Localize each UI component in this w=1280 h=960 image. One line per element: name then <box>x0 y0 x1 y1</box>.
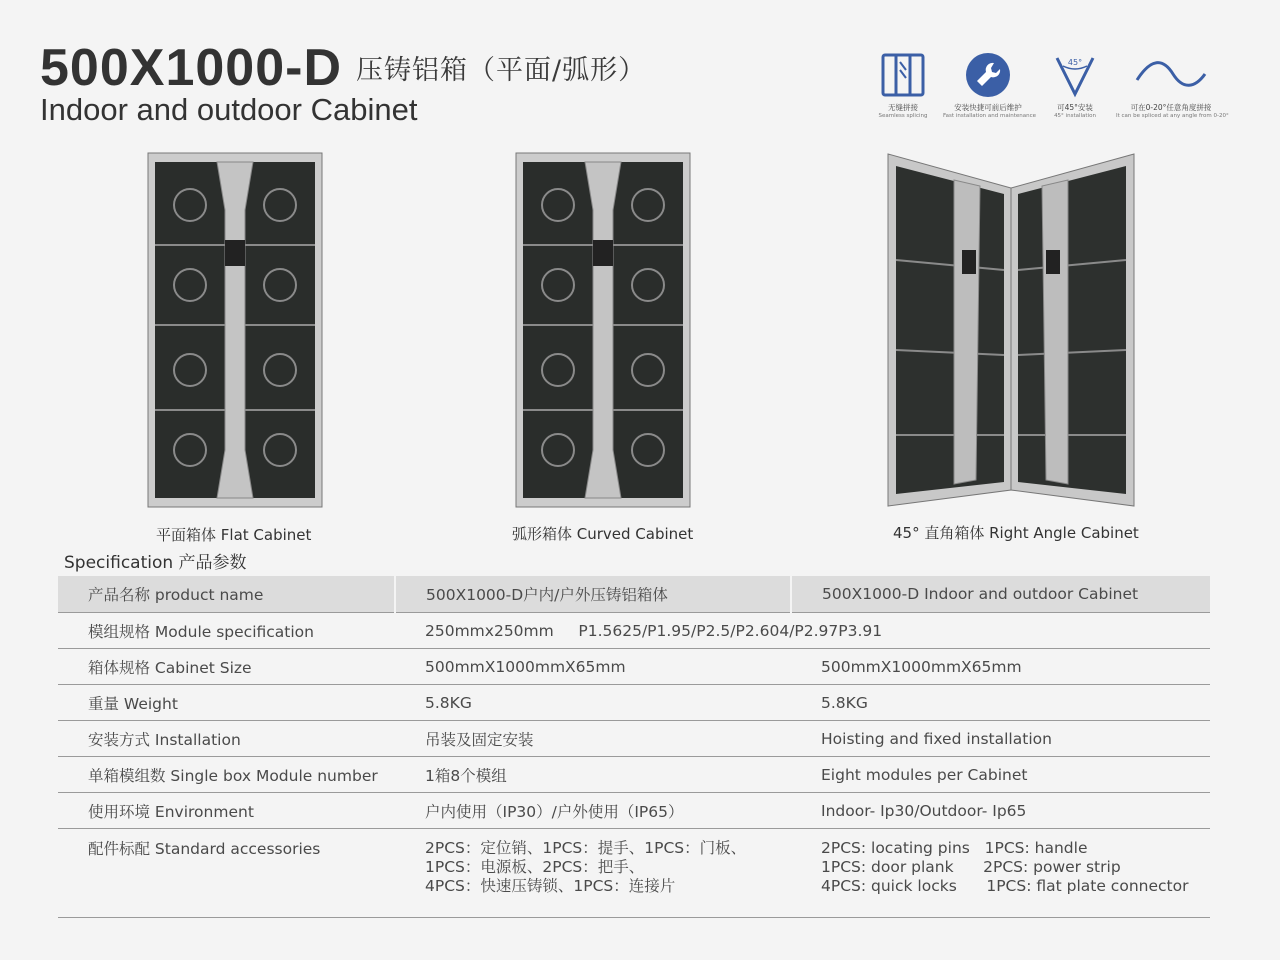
accessory-line-en: 1PCS: door plank 2PCS: power strip <box>821 858 1121 876</box>
spec-value-en: 5.8KG <box>791 685 1210 721</box>
spec-value-cn: 500mmX1000mmX65mm <box>395 649 791 685</box>
feature-icons <box>868 52 1229 132</box>
spec-value-en: 500mmX1000mmX65mm <box>791 649 1210 685</box>
spec-label: 单箱模组数 Single box Module number <box>58 757 395 793</box>
right-angle-cabinet-image <box>884 150 1138 510</box>
table-row <box>58 793 1210 829</box>
feature-seamless <box>858 52 948 119</box>
accessory-line-cn: 4PCS：快速压铸锁、1PCS：连接片 <box>425 877 676 895</box>
title-chinese: 压铸铝箱（平面/弧形） <box>356 55 647 86</box>
spec-label: 模组规格 Module specification <box>58 613 395 649</box>
spec-label: 安装方式 Installation <box>58 721 395 757</box>
table-row <box>58 721 1210 757</box>
spec-label: 产品名称 product name <box>58 576 395 613</box>
wrench-icon <box>965 52 1011 98</box>
curved-cabinet-caption: 弧形箱体 Curved Cabinet <box>512 525 694 543</box>
spec-label: 重量 Weight <box>58 685 395 721</box>
spec-value-cn <box>395 829 791 918</box>
table-row <box>58 649 1210 685</box>
feature-angle-splice <box>1116 52 1229 119</box>
svg-text:45°: 45° <box>1067 58 1083 67</box>
feature-maintenance <box>943 52 1037 119</box>
spec-label: 箱体规格 Cabinet Size <box>58 649 395 685</box>
spec-title: Specification 产品参数 <box>64 553 247 573</box>
feature-45-en: 45° installation <box>1054 113 1096 119</box>
page-subtitle: Indoor and outdoor Cabinet <box>40 92 418 127</box>
accessory-line-en: 4PCS: quick locks 1PCS: flat plate connector <box>821 877 1189 895</box>
spec-value-cn: 吊装及固定安装 <box>395 721 791 757</box>
feature-maintenance-cn: 安装快捷可前后维护 <box>954 103 1022 112</box>
spec-value-en: Hoisting and fixed installation <box>791 721 1210 757</box>
table-row <box>58 576 1210 613</box>
page-title <box>40 38 646 98</box>
spec-value-cn: 1箱8个模组 <box>395 757 791 793</box>
feature-maintenance-en: Fast installation and maintenance <box>943 113 1037 119</box>
feature-angle-en: It can be spliced at any angle from 0-20° <box>1116 113 1229 119</box>
spec-table <box>58 576 1210 918</box>
right-angle-cabinet-caption: 45° 直角箱体 Right Angle Cabinet <box>893 524 1139 542</box>
feature-45-install <box>1030 52 1120 119</box>
spec-value-en: 500X1000-D Indoor and outdoor Cabinet <box>791 576 1210 613</box>
spec-label: 使用环境 Environment <box>58 793 395 829</box>
model-name: 500X1000-D <box>40 39 342 97</box>
angle-45-icon <box>1053 52 1097 98</box>
spec-value-cn: 5.8KG <box>395 685 791 721</box>
spec-value-merged: 250mmx250mm P1.5625/P1.95/P2.5/P2.604/P2.97P3.91 <box>395 613 1210 649</box>
feature-angle-cn: 可在0-20°任意角度拼接 <box>1130 103 1212 112</box>
flat-cabinet-image <box>145 150 325 510</box>
table-row <box>58 829 1210 918</box>
spec-value-en: Eight modules per Cabinet <box>791 757 1210 793</box>
table-row <box>58 613 1210 649</box>
table-row <box>58 757 1210 793</box>
seamless-icon <box>881 52 925 98</box>
accessory-line-cn: 1PCS：电源板、2PCS：把手、 <box>425 858 645 876</box>
feature-seamless-en: Seamless splicing <box>878 113 928 119</box>
spec-value-cn: 500X1000-D户内/户外压铸铝箱体 <box>395 576 791 613</box>
spec-label: 配件标配 Standard accessories <box>58 829 395 918</box>
accessory-line-cn: 2PCS：定位销、1PCS：提手、1PCS：门板、 <box>425 839 747 857</box>
feature-seamless-cn: 无缝拼接 <box>888 103 918 112</box>
spec-value-en <box>791 829 1210 918</box>
spec-value-en: Indoor- Ip30/Outdoor- Ip65 <box>791 793 1210 829</box>
spec-value-cn: 户内使用（IP30）/户外使用（IP65） <box>395 793 791 829</box>
curved-cabinet-image <box>513 150 693 510</box>
flat-cabinet-caption: 平面箱体 Flat Cabinet <box>156 526 312 544</box>
table-row <box>58 685 1210 721</box>
wave-icon <box>1133 52 1209 98</box>
feature-45-cn: 可45°安装 <box>1057 103 1093 112</box>
accessory-line-en: 2PCS: locating pins 1PCS: handle <box>821 839 1088 857</box>
